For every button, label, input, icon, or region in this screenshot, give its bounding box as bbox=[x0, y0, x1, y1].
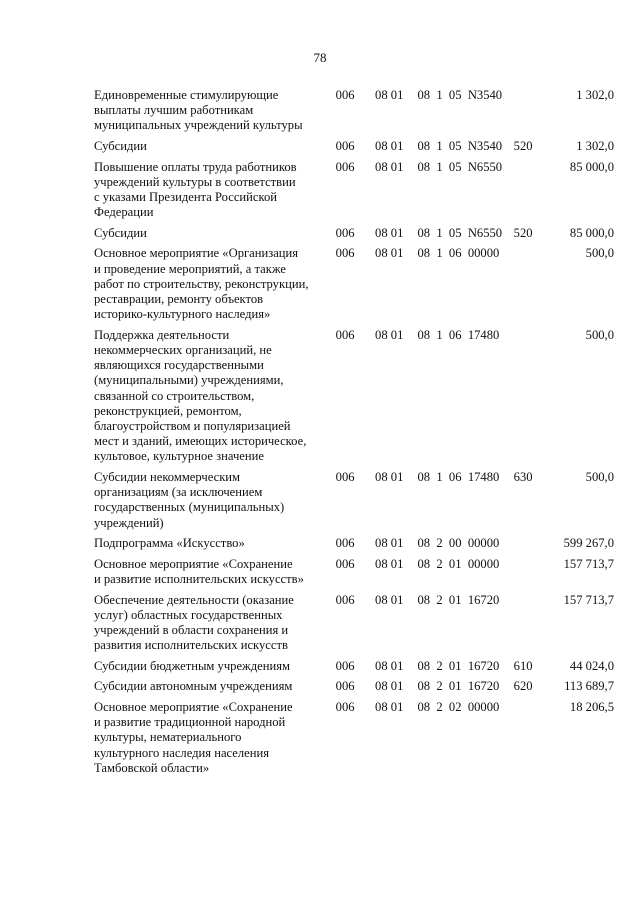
row-section-code: 08 01 bbox=[375, 536, 404, 551]
row-ved-code: 006 bbox=[335, 700, 355, 714]
row-target-article: 08 1 06 17480 bbox=[417, 470, 500, 485]
row-name: Субсидии бюджетным учреждениям bbox=[94, 658, 290, 673]
table-row bbox=[94, 246, 614, 322]
row-amount: 500,0 bbox=[585, 470, 614, 485]
row-section-code: 08 01 bbox=[375, 159, 404, 174]
row-section-code: 08 01 bbox=[375, 139, 404, 153]
row-section-code: 08 01 bbox=[375, 556, 404, 571]
row-target-article: 08 2 01 16720 bbox=[417, 592, 500, 607]
row-target-article: 08 1 06 17480 bbox=[417, 327, 500, 342]
row-amount: 500,0 bbox=[585, 246, 614, 261]
row-ved-code: 006 bbox=[335, 556, 355, 571]
row-target-article: 08 1 05 N3540 bbox=[417, 88, 503, 102]
row-ved-code: 006 bbox=[335, 88, 355, 102]
row-name: Субсидии bbox=[94, 225, 147, 240]
row-name: Поддержка деятельности некоммерческих организаций, не являющихся государственными (муниципальными) учреждениями, связанной со строительством, реконструкцией, ремонтом, благоустройством и популяризацией мест и зданий, имеющих историческое, культовое, культурное значение bbox=[94, 327, 307, 464]
row-name: Основное мероприятие «Сохранение и развитие исполнительских искусств» bbox=[94, 556, 304, 587]
table-row bbox=[94, 226, 614, 241]
row-target-article: 08 2 00 00000 bbox=[417, 536, 500, 551]
row-ved-code: 006 bbox=[335, 139, 355, 153]
row-target-article: 08 1 06 00000 bbox=[417, 246, 500, 261]
row-ved-code: 006 bbox=[335, 246, 355, 261]
row-name: Субсидии автономным учреждениям bbox=[94, 679, 293, 694]
row-expense-type: 630 bbox=[513, 470, 533, 485]
row-name: Подпрограмма «Искусство» bbox=[94, 536, 245, 551]
row-expense-type: 520 bbox=[513, 225, 533, 240]
row-amount: 18 206,5 bbox=[569, 700, 614, 714]
row-amount: 599 267,0 bbox=[563, 536, 614, 551]
table-row bbox=[94, 593, 614, 654]
table-row bbox=[94, 160, 614, 221]
row-ved-code: 006 bbox=[335, 679, 355, 694]
row-name: Субсидии некоммерческим организациям (за исключением государственных (муниципальных) учреждений) bbox=[94, 470, 285, 530]
table-row bbox=[94, 328, 614, 465]
row-expense-type: 610 bbox=[513, 658, 533, 673]
row-name: Основное мероприятие «Организация и проведение мероприятий, а также работ по строительству, реконструкции, реставрации, ремонту объектов историко-культурного наследия» bbox=[94, 246, 309, 322]
row-name: Обеспечение деятельности (оказание услуг) областных государственных учреждений в области сохранения и развития исполнительских искусств bbox=[94, 592, 294, 653]
row-ved-code: 006 bbox=[335, 536, 355, 551]
row-section-code: 08 01 bbox=[375, 225, 404, 240]
row-expense-type: 620 bbox=[513, 679, 533, 694]
row-target-article: 08 2 01 16720 bbox=[417, 658, 500, 673]
row-amount: 85 000,0 bbox=[569, 225, 614, 240]
row-name: Основное мероприятие «Сохранение и развитие традиционной народной культуры, нематериального культурного наследия населения Тамбовской области» bbox=[94, 700, 293, 775]
row-section-code: 08 01 bbox=[375, 246, 404, 261]
row-target-article: 08 1 05 N6550 bbox=[417, 159, 503, 174]
page-number: 78 bbox=[313, 50, 327, 65]
table-row bbox=[94, 557, 614, 587]
table-row bbox=[94, 470, 614, 531]
row-amount: 157 713,7 bbox=[563, 556, 614, 571]
row-section-code: 08 01 bbox=[375, 679, 404, 694]
row-section-code: 08 01 bbox=[375, 658, 404, 673]
row-name: Единовременные стимулирующие выплаты лучшим работникам муниципальных учреждений культуры bbox=[94, 88, 303, 133]
table-row bbox=[94, 536, 614, 551]
row-section-code: 08 01 bbox=[375, 327, 404, 342]
row-section-code: 08 01 bbox=[375, 470, 404, 485]
row-ved-code: 006 bbox=[335, 592, 355, 607]
budget-table bbox=[94, 88, 614, 781]
row-amount: 1 302,0 bbox=[576, 88, 614, 102]
table-row bbox=[94, 679, 614, 694]
row-ved-code: 006 bbox=[335, 470, 355, 485]
row-target-article: 08 1 05 N3540 bbox=[417, 139, 503, 153]
row-target-article: 08 1 05 N6550 bbox=[417, 225, 503, 240]
row-section-code: 08 01 bbox=[375, 88, 404, 102]
row-target-article: 08 2 01 00000 bbox=[417, 556, 500, 571]
row-ved-code: 006 bbox=[335, 225, 355, 240]
row-name: Повышение оплаты труда работников учреждений культуры в соответствии с указами Президента Российской Федерации bbox=[94, 159, 297, 220]
row-ved-code: 006 bbox=[335, 658, 355, 673]
row-amount: 44 024,0 bbox=[569, 658, 614, 673]
row-section-code: 08 01 bbox=[375, 592, 404, 607]
table-row bbox=[94, 659, 614, 674]
row-amount: 1 302,0 bbox=[576, 139, 614, 153]
row-name: Субсидии bbox=[94, 139, 147, 153]
table-row bbox=[94, 700, 614, 776]
row-ved-code: 006 bbox=[335, 159, 355, 174]
table-row bbox=[94, 88, 614, 134]
row-amount: 157 713,7 bbox=[563, 592, 614, 607]
row-expense-type: 520 bbox=[513, 139, 533, 153]
row-target-article: 08 2 01 16720 bbox=[417, 679, 500, 694]
row-section-code: 08 01 bbox=[375, 700, 404, 714]
table-row bbox=[94, 139, 614, 154]
row-ved-code: 006 bbox=[335, 327, 355, 342]
row-target-article: 08 2 02 00000 bbox=[417, 700, 500, 714]
row-amount: 85 000,0 bbox=[569, 159, 614, 174]
row-amount: 500,0 bbox=[585, 327, 614, 342]
row-amount: 113 689,7 bbox=[564, 679, 614, 694]
